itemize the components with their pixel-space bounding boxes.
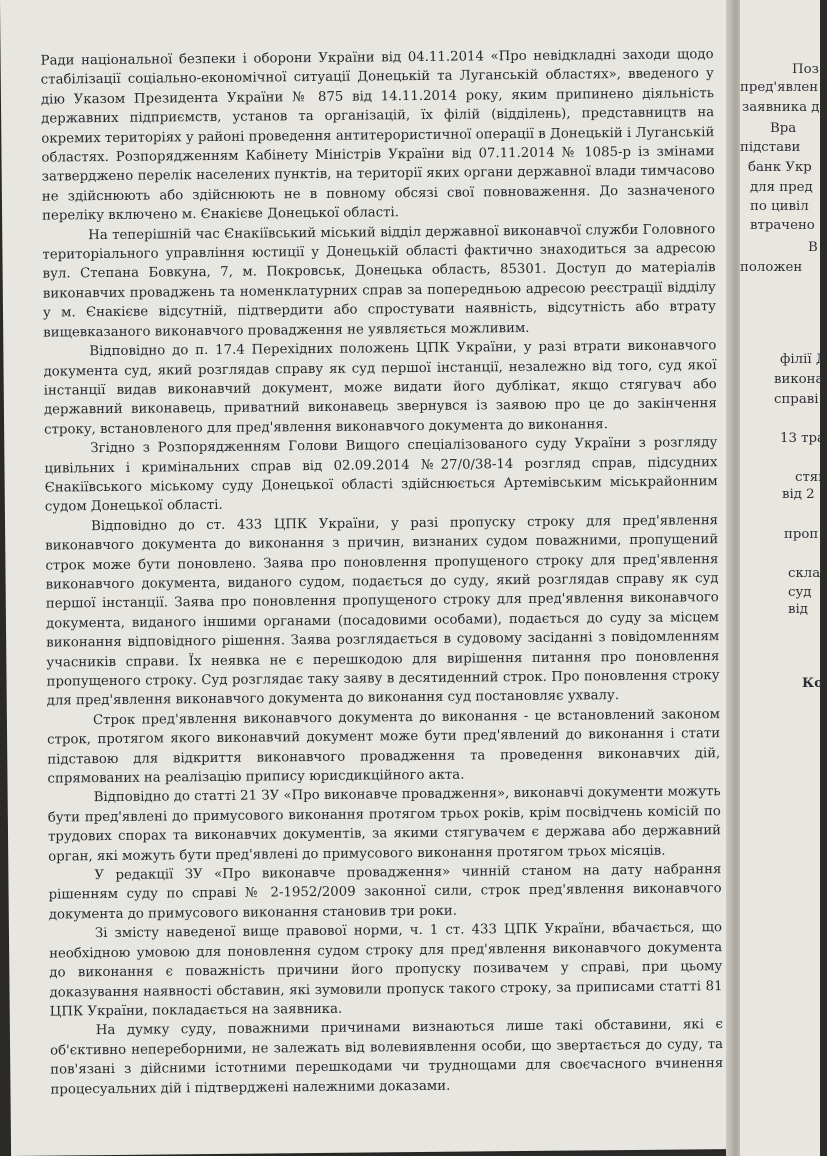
facing-page-fragment: Вра <box>770 121 797 136</box>
paragraph-1: Ради національної безпеки і оборони України від 04.11.2014 «Про невідкладні заходи щодо стабілізації соціально-економічної ситуації Донецькій та Луганській областях», введеного у дію Указом Президента України № 875 від 14.11.2014 року, яким припинено діяльність державних підприємств, установ та організацій, їх філій (відділень), представництв на окремих територіях у районі проведення антитерористичної операції в Донецькій і Луганській областях. Розпорядженням Кабінету Міністрів України від 07.11.2014 № 1085-р із змінами затверджено перелік населених пунктів, на території яких органи державної влади тимчасово не здійснюють або здійснюють не в повному обсязі свої повноваження. До зазначеного переліку включено м. Єнакієве Донецької області. <box>40 47 715 224</box>
facing-page-fragment: по цивіл <box>750 199 809 214</box>
facing-page-fragment: пред'явлен <box>740 80 819 95</box>
facing-page-fragment: стяг <box>795 470 826 485</box>
facing-page-fragment: 13 тра <box>780 431 825 446</box>
facing-page-fragment: Поз <box>792 62 819 77</box>
facing-page-fragment: банк Укр <box>748 160 812 175</box>
facing-page-fragment: суд <box>788 585 812 600</box>
paragraph-9: Зі змісту наведеної вище правової норми, ч. 1 ст. 433 ЦПК України, вбачається, що необхідною умовою для поновлення судом строку для пред'явлення виконавчого документа до виконання є поважність причини його пропуску позивачем у справі, при цьому доказування наявності обставин, які зумовили пропуск такого строку, за приписами статті 81 ЦПК України, покладається на заявника. <box>49 920 723 1020</box>
paragraph-6: Строк пред'явлення виконавчого документа до виконання - це встановлений законом строк, протягом якого виконавчий документ може бути пред'явлений до виконання і стати підставою для відкриття виконавчого провадження та проведення виконавчих дій, спрямованих на реалізацію припису юрисдикційного акта. <box>47 706 721 787</box>
document-body <box>40 45 723 1099</box>
paragraph-3: Відповідно до п. 17.4 Перехідних положень ЦПК України, у разі втрати виконавчого документа суд, який розглядав справу як суд першої інстанції, незалежно від того, суд якої інстанції видав виконавчий документ, може видати його дублікат, якщо стягувач або державний виконавець, приватний виконавець звернувся із заявою про це до закінчення строку, встановленого для пред'явлення виконавчого документа до виконання. <box>43 338 717 438</box>
facing-page-fragment: підстави <box>740 140 801 155</box>
paragraph-4: Згідно з Розпорядженням Голови Вищого спеціалізованого суду України з розгляду цивільних і кримінальних справ від 02.09.2014 №27/0/38-14 розгляд справ, підсудних Єнакіївського міському суду Донецької області здійснюється Артемівським міськрайонним судом Донецької області. <box>44 435 718 515</box>
paragraph-7: Відповідно до статті 21 ЗУ «Про виконавче провадження», виконавчі документи можуть бути пред'явлені до примусового виконання протягом трьох років, крім посвідчень комісій по трудових спорах та виконавчих документів, за якими стягувачем є держава або державний орган, які можуть бути пред'явлені до примусового виконання протягом трьох місяців. <box>47 784 722 865</box>
facing-page-fragment: проп <box>784 527 819 542</box>
facing-page-fragment: скла <box>788 566 821 581</box>
facing-page-fragment: втрачено <box>750 218 815 233</box>
facing-page-fragment: філії Д <box>780 352 827 367</box>
facing-page-fragment: заявника д <box>742 100 820 115</box>
facing-page-fragment: Ко <box>802 676 823 691</box>
facing-page-fragment: справі <box>774 392 819 407</box>
paragraph-8: У редакції ЗУ «Про виконавче провадження» чинній станом на дату набрання рішенням суду по справі № 2-1952/2009 законної сили, строк пред'явлення виконавчого документа до примусового виконання становив три роки. <box>48 862 722 923</box>
facing-page <box>740 0 827 1156</box>
paragraph-2: На теперішній час Єнакіївський міський відділ державної виконавчої служби Головного територіального управління юстиції у Донецькій області фактично знаходиться за адресою вул. Степана Бовкуна, 7, м. Покровськ, Донецька область, 85301. Доступ до матеріалів виконавчих проваджень та номенклатурних справ за попередньою адресою реєстрації відділу у м. Єнакієве відсутній, підтвердити або спростувати наявність, відсутність або втрату вищевказаного виконавчого провадження не уявляється можливим. <box>42 221 717 341</box>
paragraph-10: На думку суду, поважними причинами визнаються лише такі обставини, які є об'єктивно непереборними, не залежать від волевиявлення особи, що звертається до суду, та пов'язані з дійсними істотними перешкодами чи труднощами для своєчасного вчинення процесуальних дій і підтверджені належними доказами. <box>50 1017 724 1098</box>
facing-page-fragment: положен <box>740 260 803 275</box>
facing-page-fragment: від 2 <box>782 487 815 502</box>
facing-page-fragment: викона <box>774 372 824 387</box>
paragraph-5: Відповідно до ст. 433 ЦПК України, у разі пропуску строку для пред'явлення виконавчого документа до виконання з причин, визнаних судом поважними, пропущений строк може бути поновлено. Заява про поновлення пропущеного строку для пред'явлення виконавчого документа, виданого судом, подається до суду, який розглядав справу як суд першої інстанції. Заява про поновлення пропущеного строку для пред'явлення виконавчого документа, виданого іншими органами (посадовими особами), подається до суду за місцем виконання відповідного рішення. Заява розглядається в судовому засіданні з повідомленням учасників справи. Їх неявка не є перешкодою для вирішення питання про поновлення пропущеного строку. Суд розглядає таку заяву в десятиденний строк. Про поновлення строку для пред'явлення виконавчого документа до виконання суд постановляє ухвалу. <box>45 512 720 709</box>
facing-page-fragment: В <box>808 240 818 255</box>
facing-page-fragment: для пред <box>750 180 813 195</box>
facing-page-fragment: від <box>788 602 808 617</box>
